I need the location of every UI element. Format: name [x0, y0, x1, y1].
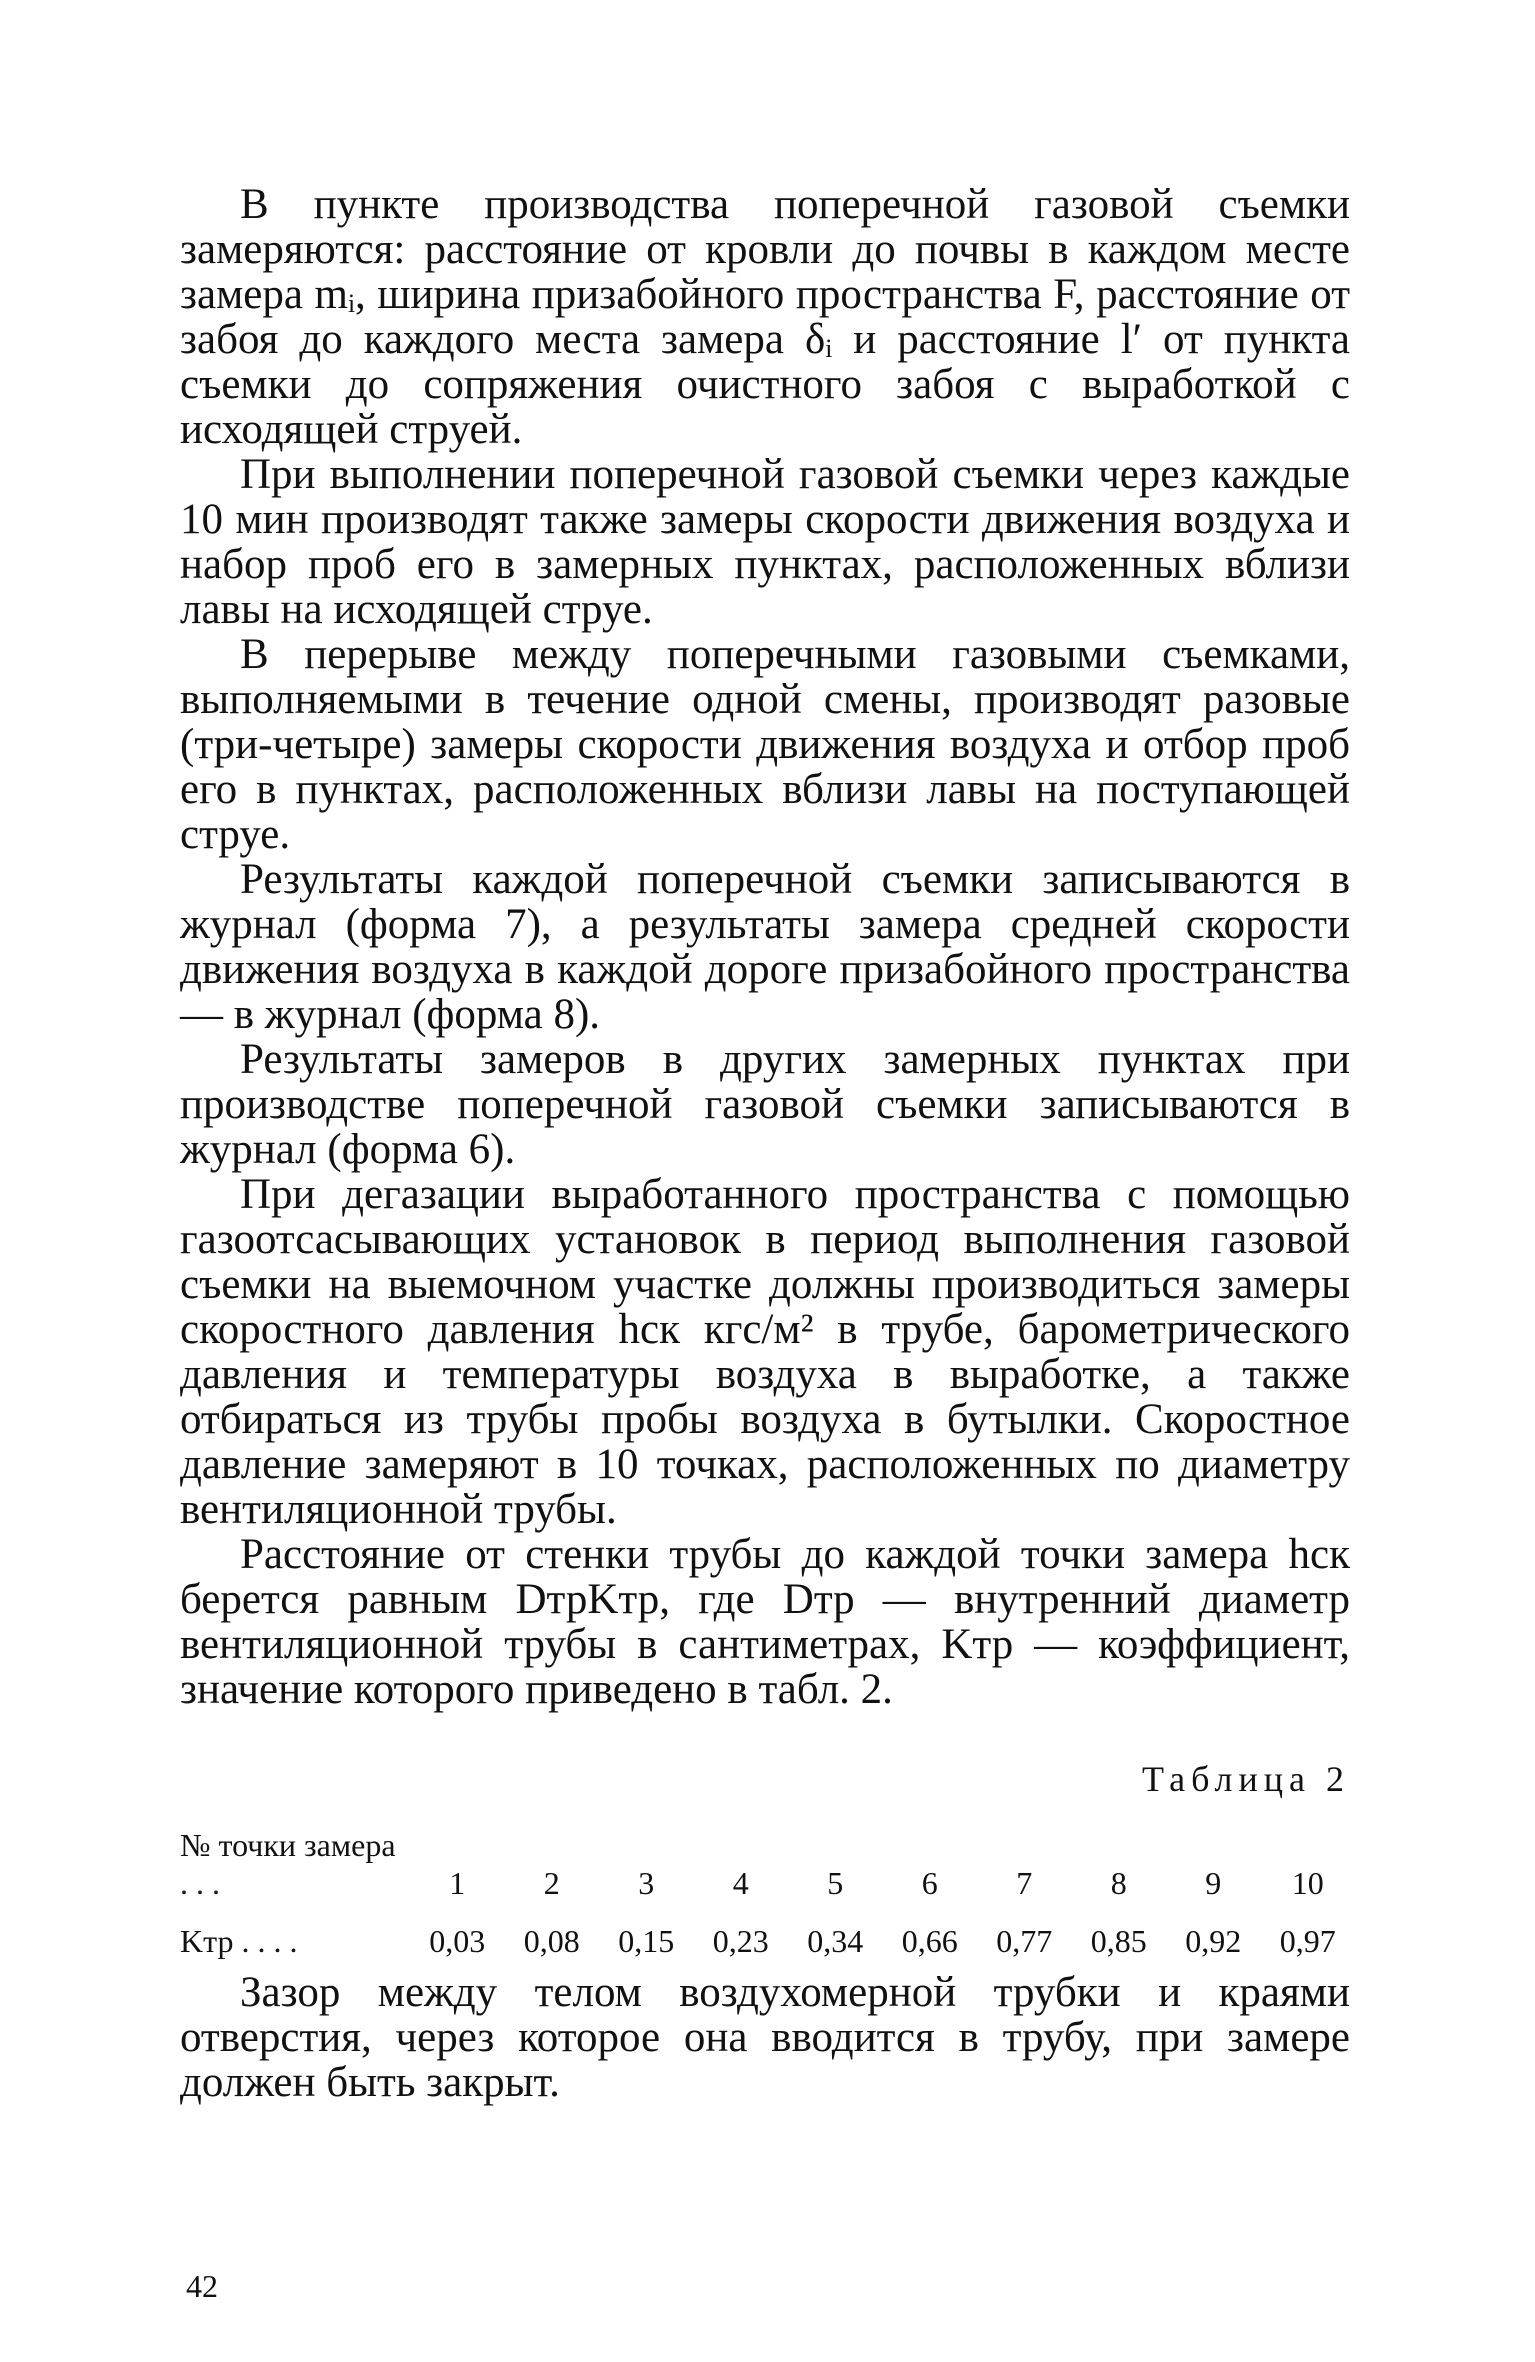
paragraph-air-velocity: При выполнении поперечной газовой съемки через каждые 10 мин производят также замеры скорости движения воздуха и набор проб его в замерных пунктах, расположенных вблизи лавы на исходящей струе. — [180, 451, 1350, 633]
paragraph-gap-closed: Зазор между телом воздухомерной трубки и краями отверстия, через которое она вводится в трубу, при замере должен быть закрыт. — [180, 1969, 1350, 2106]
paragraph-degassing: При дегазации выработанного пространства с помощью газоотсасывающих установок в период выполнения газовой съемки на выемочном участке должны производиться замеры скоростного давления hск кгс/м² в трубе, барометрического давления и температуры воздуха в выработке, а также отбираться из трубы пробы воздуха в бутылки. Скоростное давление замеряют в 10 точках, расположенных по диаметру вентиляционной трубы. — [180, 1171, 1350, 1533]
table-cell: 1 — [449, 1865, 466, 1901]
table-cell: 3 — [638, 1865, 655, 1901]
table-cell: 0,97 — [1279, 1923, 1336, 1959]
table-cell: 0,77 — [996, 1923, 1053, 1959]
table-cell: 0,03 — [429, 1923, 486, 1959]
table-cell: 0,34 — [807, 1923, 864, 1959]
table-cell: 7 — [1016, 1865, 1033, 1901]
table-cell: 2 — [543, 1865, 560, 1901]
table-cell: 9 — [1205, 1865, 1222, 1901]
table-cell: 0,23 — [712, 1923, 769, 1959]
paragraph-break-measurements: В перерыве между поперечными газовыми съемками, выполняемыми в течение одной смены, производят разовые (три-четыре) замеры скорости движения воздуха и отбор проб его в пунктах, расположенных вблизи лавы на поступающей струе. — [180, 631, 1350, 858]
paragraph-other-points: Результаты замеров в других замерных пунктах при производстве поперечной газовой съемки записываются в журнал (форма 6). — [180, 1036, 1350, 1173]
table-cell: 10 — [1291, 1865, 1324, 1901]
row-label-coefficient: Kтр . . . . — [180, 1923, 298, 1959]
table-row-coefficient — [180, 1902, 1355, 1960]
table-row-point-number — [180, 1810, 1355, 1902]
table-cell: 8 — [1110, 1865, 1127, 1901]
table-cell: 5 — [827, 1865, 844, 1901]
page-number: 42 — [186, 2268, 218, 2304]
table-cell: 0,15 — [618, 1923, 675, 1959]
table-cell: 0,92 — [1185, 1923, 1242, 1959]
paragraph-survey-measurements: В пункте производства поперечной газовой съемки замеряются: расстояние от кровли до почвы в каждом месте замера mᵢ, ширина призабойного пространства F, расстояние от забоя до каждого места замера δᵢ и расстояние l′ от пункта съемки до сопряжения очистного забоя с выработкой с исходящей струей. — [180, 181, 1350, 453]
row-label-point-number: № точки замера . . . — [180, 1827, 396, 1901]
paragraph-pipe-distance: Расстояние от стенки трубы до каждой точки замера hск берется равным DтрKтр, где Dтр — внутренний диаметр вентиляционной трубы в сантиметрах, Kтр — коэффициент, значение которого приведено в табл. 2. — [180, 1531, 1350, 1713]
paragraph-results-journal: Результаты каждой поперечной съемки записываются в журнал (форма 7), а результаты замера средней скорости движения воздуха в каждой дороге призабойного пространства — в журнал (форма 8). — [180, 856, 1350, 1038]
measurement-points-table — [180, 1810, 1355, 1960]
body-text — [180, 182, 1350, 1712]
closing-text — [180, 1970, 1350, 2105]
table-cell: 0,08 — [523, 1923, 580, 1959]
table-cell: 6 — [921, 1865, 938, 1901]
table-cell: 0,85 — [1090, 1923, 1147, 1959]
table-cell: 0,66 — [901, 1923, 958, 1959]
table-cell: 4 — [732, 1865, 749, 1901]
table-title: Таблица 2 — [1142, 1759, 1350, 1799]
